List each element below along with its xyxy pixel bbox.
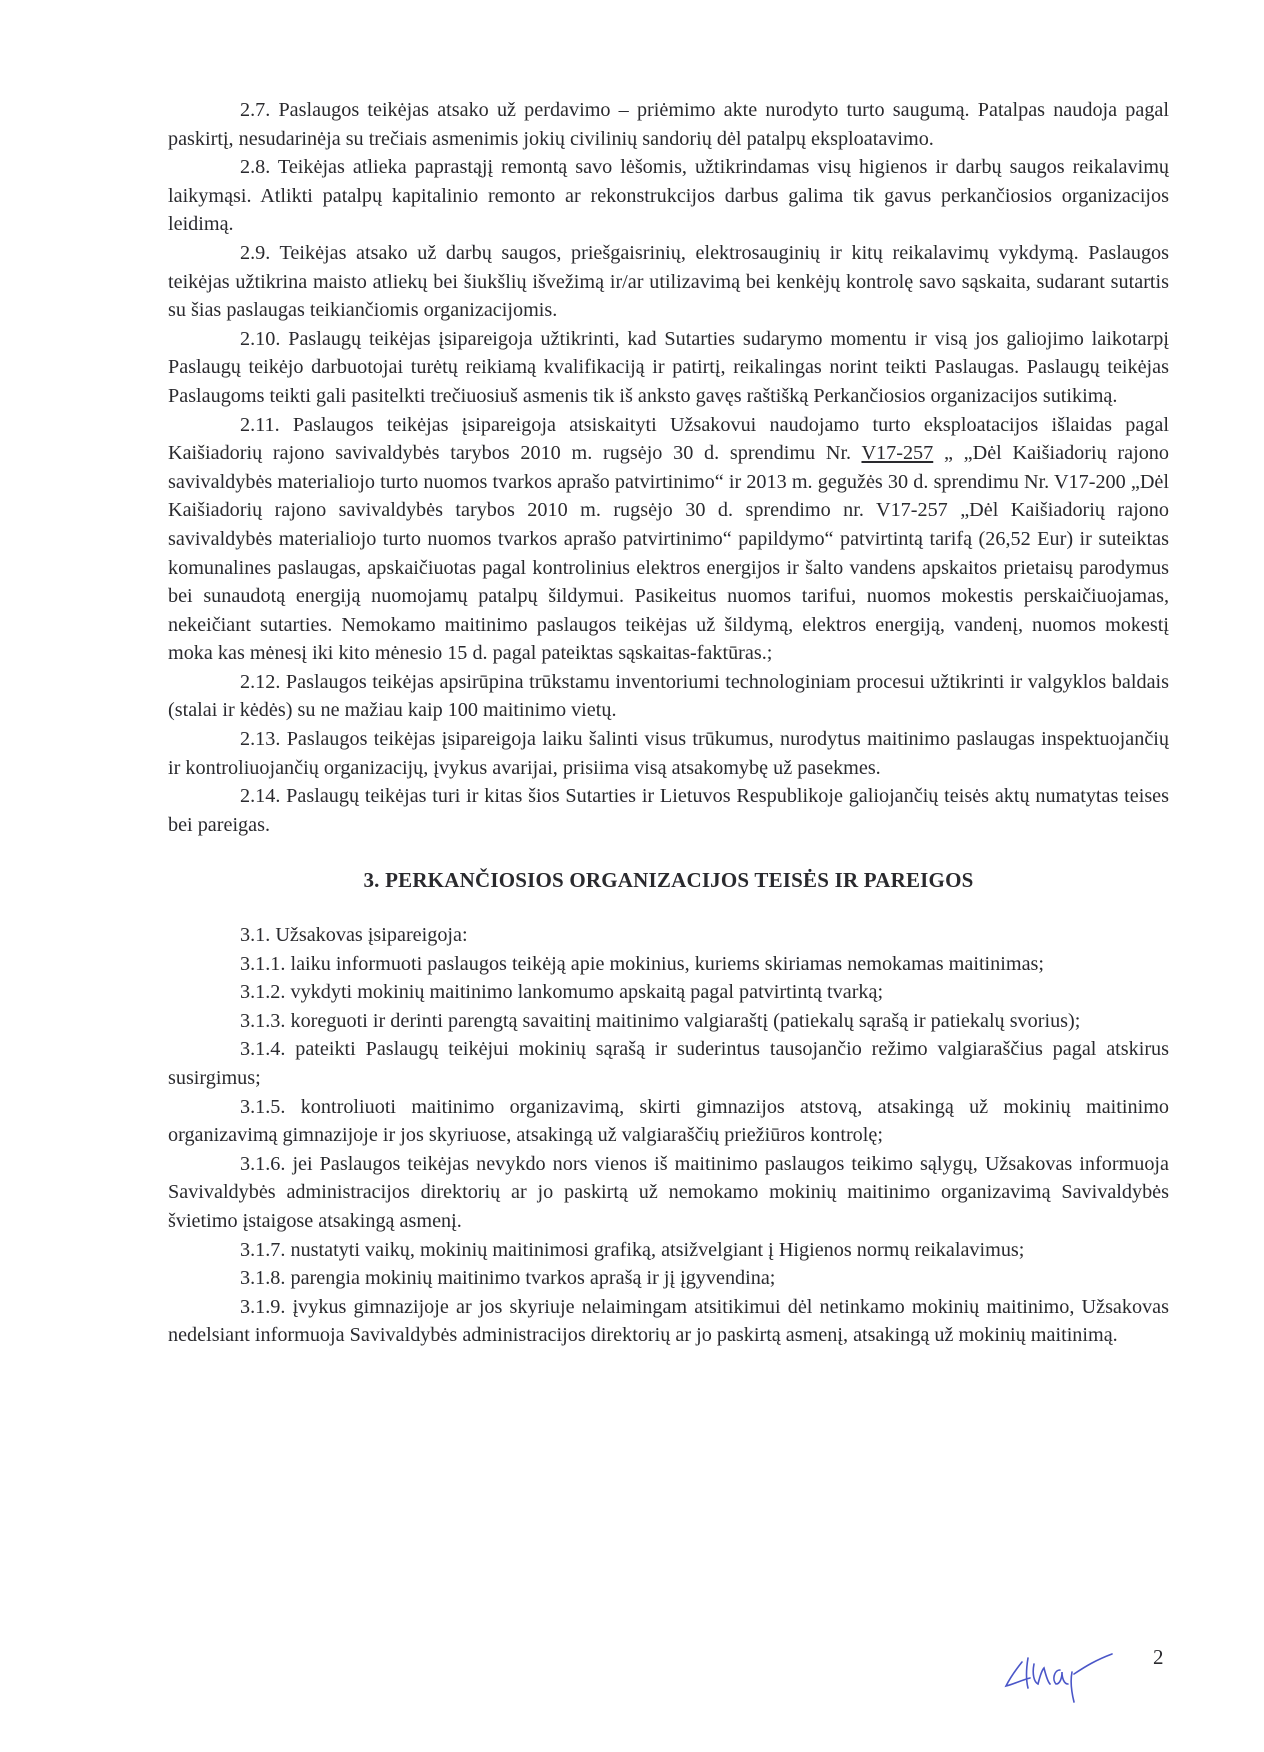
- paragraph-2-10: 2.10. Paslaugų teikėjas įsipareigoja užtikrinti, kad Sutarties sudarymo momentu ir visą jos galiojimo laikotarpį Paslaugų teikėjo darbuotojai turėtų reikiamą kvalifikaciją ir patirtį, reikalingas norint teikti Paslaugas. Paslaugų teikėjas Paslaugoms teikti gali pasitelkti trečiuosiuš asmenis tik iš anksto gavęs raštišką Perkančiosios organizacijos sutikimą.: [168, 327, 1169, 407]
- paragraph-3-1-5: 3.1.5. kontroliuoti maitinimo organizavimą, skirti gimnazijos atstovą, atsakingą už mokinių maitinimo organizavimą gimnazijoje ir jos skyriuose, atsakingą už valgiaraščių priežiūros kontrolę;: [168, 1095, 1169, 1147]
- paragraph-3-1-6: 3.1.6. jei Paslaugos teikėjas nevykdo nors vienos iš maitinimo paslaugos teikimo sąlygų, Užsakovas informuoja Savivaldybės administracijos direktorių ar jo paskirtą už nemokamo mokinių maitinimo organizavimą Savivaldybės švietimo įstaigose atsakingą asmenį.: [168, 1152, 1169, 1232]
- paragraph-3-1-2: 3.1.2. vykdyti mokinių maitinimo lankomumo apskaitą pagal patvirtintą tvarką;: [240, 981, 884, 1004]
- p211-text-b: „ „Dėl Kaišiadorių rajono savivaldybės materialiojo turto nuomos tvarkos aprašo patvirtinimo“ ir 2013 m. gegužės 30 d. sprendimu Nr. V17-200 „Dėl Kaišiadorių rajono savivaldybės tarybos 2010 m. rugsėjo 30 d. sprendimo nr. V17-257 „Dėl Kaišiadorių rajono savivaldybės materialiojo turto nuomos tvarkos aprašo patvirtinimo“ papildymo“ patvirtintą tarifą (26,52 Eur) ir suteiktas komunalines paslaugas, apskaičiuotas pagal kontrolinius elektros energijos ir šalto vandens apskaitos prietaisų parodymus bei sunaudotą energiją nuomojamų patalpų šildymui. Pasikeitus nuomos tarifui, nuomos mokestis perskaičiuojamas, nekeičiant sutarties. Nemokamo maitinimo paslaugos teikėjas už šildymą, elektros energiją, vandenį, nuomos mokestį moka kas mėnesį iki kito mėnesio 15 d. pagal pateiktas sąskaitas-faktūras.;: [168, 442, 1169, 665]
- paragraph-2-9: 2.9. Teikėjas atsako už darbų saugos, priešgaisrinių, elektrosauginių ir kitų reikalavimų vykdymą. Paslaugos teikėjas užtikrina maisto atliekų bei šiukšlių išvežimą ir/ar utilizavimą bei kenkėjų kontrolę savo sąskaita, sudarant sutartis su šias paslaugas teikiančiomis organizacijomis.: [168, 241, 1169, 322]
- paragraph-3-1-9: 3.1.9. įvykus gimnazijoje ar jos skyriuje nelaimingam atsitikimui dėl netinkamo mokinių maitinimo, Užsakovas nedelsiant informuoja Savivaldybės administracijos direktorių ar jo paskirtą asmenį, atsakingą už mokinių maitinimą.: [168, 1295, 1169, 1347]
- paragraph-3-1-3: 3.1.3. koreguoti ir derinti parengtą savaitinį maitinimo valgiaraštį (patiekalų sąrašą ir patiekalų svorius);: [240, 1009, 1081, 1032]
- paragraph-2-8: 2.8. Teikėjas atlieka paprastąjį remontą savo lėšomis, užtikrindamas visų higienos ir darbų saugos reikalavimų laikymąsi. Atlikti patalpų kapitalinio remonto ar rekonstrukcijos darbus galima tik gavus perkančiosios organizacijos leidimą.: [168, 156, 1169, 236]
- paragraph-3-1-4: 3.1.4. pateikti Paslaugų teikėjui mokinių sąrašą ir suderintus tausojančio režimo valgiaraščius pagal atskirus susirgimus;: [168, 1038, 1169, 1089]
- paragraph-2-12: 2.12. Paslaugos teikėjas apsirūpina trūkstamu inventoriumi technologiniam procesui užtikrinti ir valgyklos baldais (stalai ir kėdės) su ne mažiau kaip 100 maitinimo vietų.: [168, 670, 1169, 722]
- paragraph-2-7: 2.7. Paslaugos teikėjas atsako už perdavimo – priėmimo akte nurodyto turto saugumą. Patalpas naudoja pagal paskirtį, nesudarinėja su trečiais asmenimis jokių civilinių sandorių dėl patalpų eksploatavimo.: [168, 99, 1169, 150]
- paragraph-3-1: 3.1. Užsakovas įsipareigoja:: [240, 924, 468, 947]
- paragraph-2-14: 2.14. Paslaugų teikėjas turi ir kitas šios Sutarties ir Lietuvos Respublikoje galiojančių teisės aktų numatytas teises bei pareigas.: [168, 785, 1169, 836]
- section-3-heading: 3. PERKANČIOSIOS ORGANIZACIJOS TEISĖS IR PAREIGOS: [363, 868, 974, 893]
- handwritten-signature: [1000, 1650, 1120, 1720]
- document-body: [168, 96, 1169, 1350]
- paragraph-3-1-7: 3.1.7. nustatyti vaikų, mokinių maitinimosi grafiką, atsižvelgiant į Higienos normų reikalavimus;: [240, 1238, 1025, 1261]
- p211-text-a: 2.11. Paslaugos teikėjas įsipareigoja atsiskaityti Užsakovui naudojamo turto eksploatacijos išlaidas pagal Kaišiadorių rajono savivaldybės tarybos 2010 m. rugsėjo 30 d. sprendimu Nr.: [168, 413, 1169, 465]
- paragraph-2-13: 2.13. Paslaugos teikėjas įsipareigoja laiku šalinti visus trūkumus, nurodytus maitinimo paslaugas inspektuojančių ir kontroliuojančių organizacijų, įvykus avarijai, prisiima visą atsakomybę už pasekmes.: [168, 728, 1169, 779]
- paragraph-3-1-8: 3.1.8. parengia mokinių maitinimo tvarkos aprašą ir jį įgyvendina;: [240, 1267, 776, 1290]
- decision-number-underlined: V17-257: [861, 442, 934, 465]
- paragraph-2-11: [168, 411, 1169, 668]
- paragraph-3-1-1: 3.1.1. laiku informuoti paslaugos teikėją apie mokinius, kuriems skiriamas nemokamas maitinimas;: [240, 952, 1044, 975]
- page-number: 2: [1153, 1645, 1164, 1669]
